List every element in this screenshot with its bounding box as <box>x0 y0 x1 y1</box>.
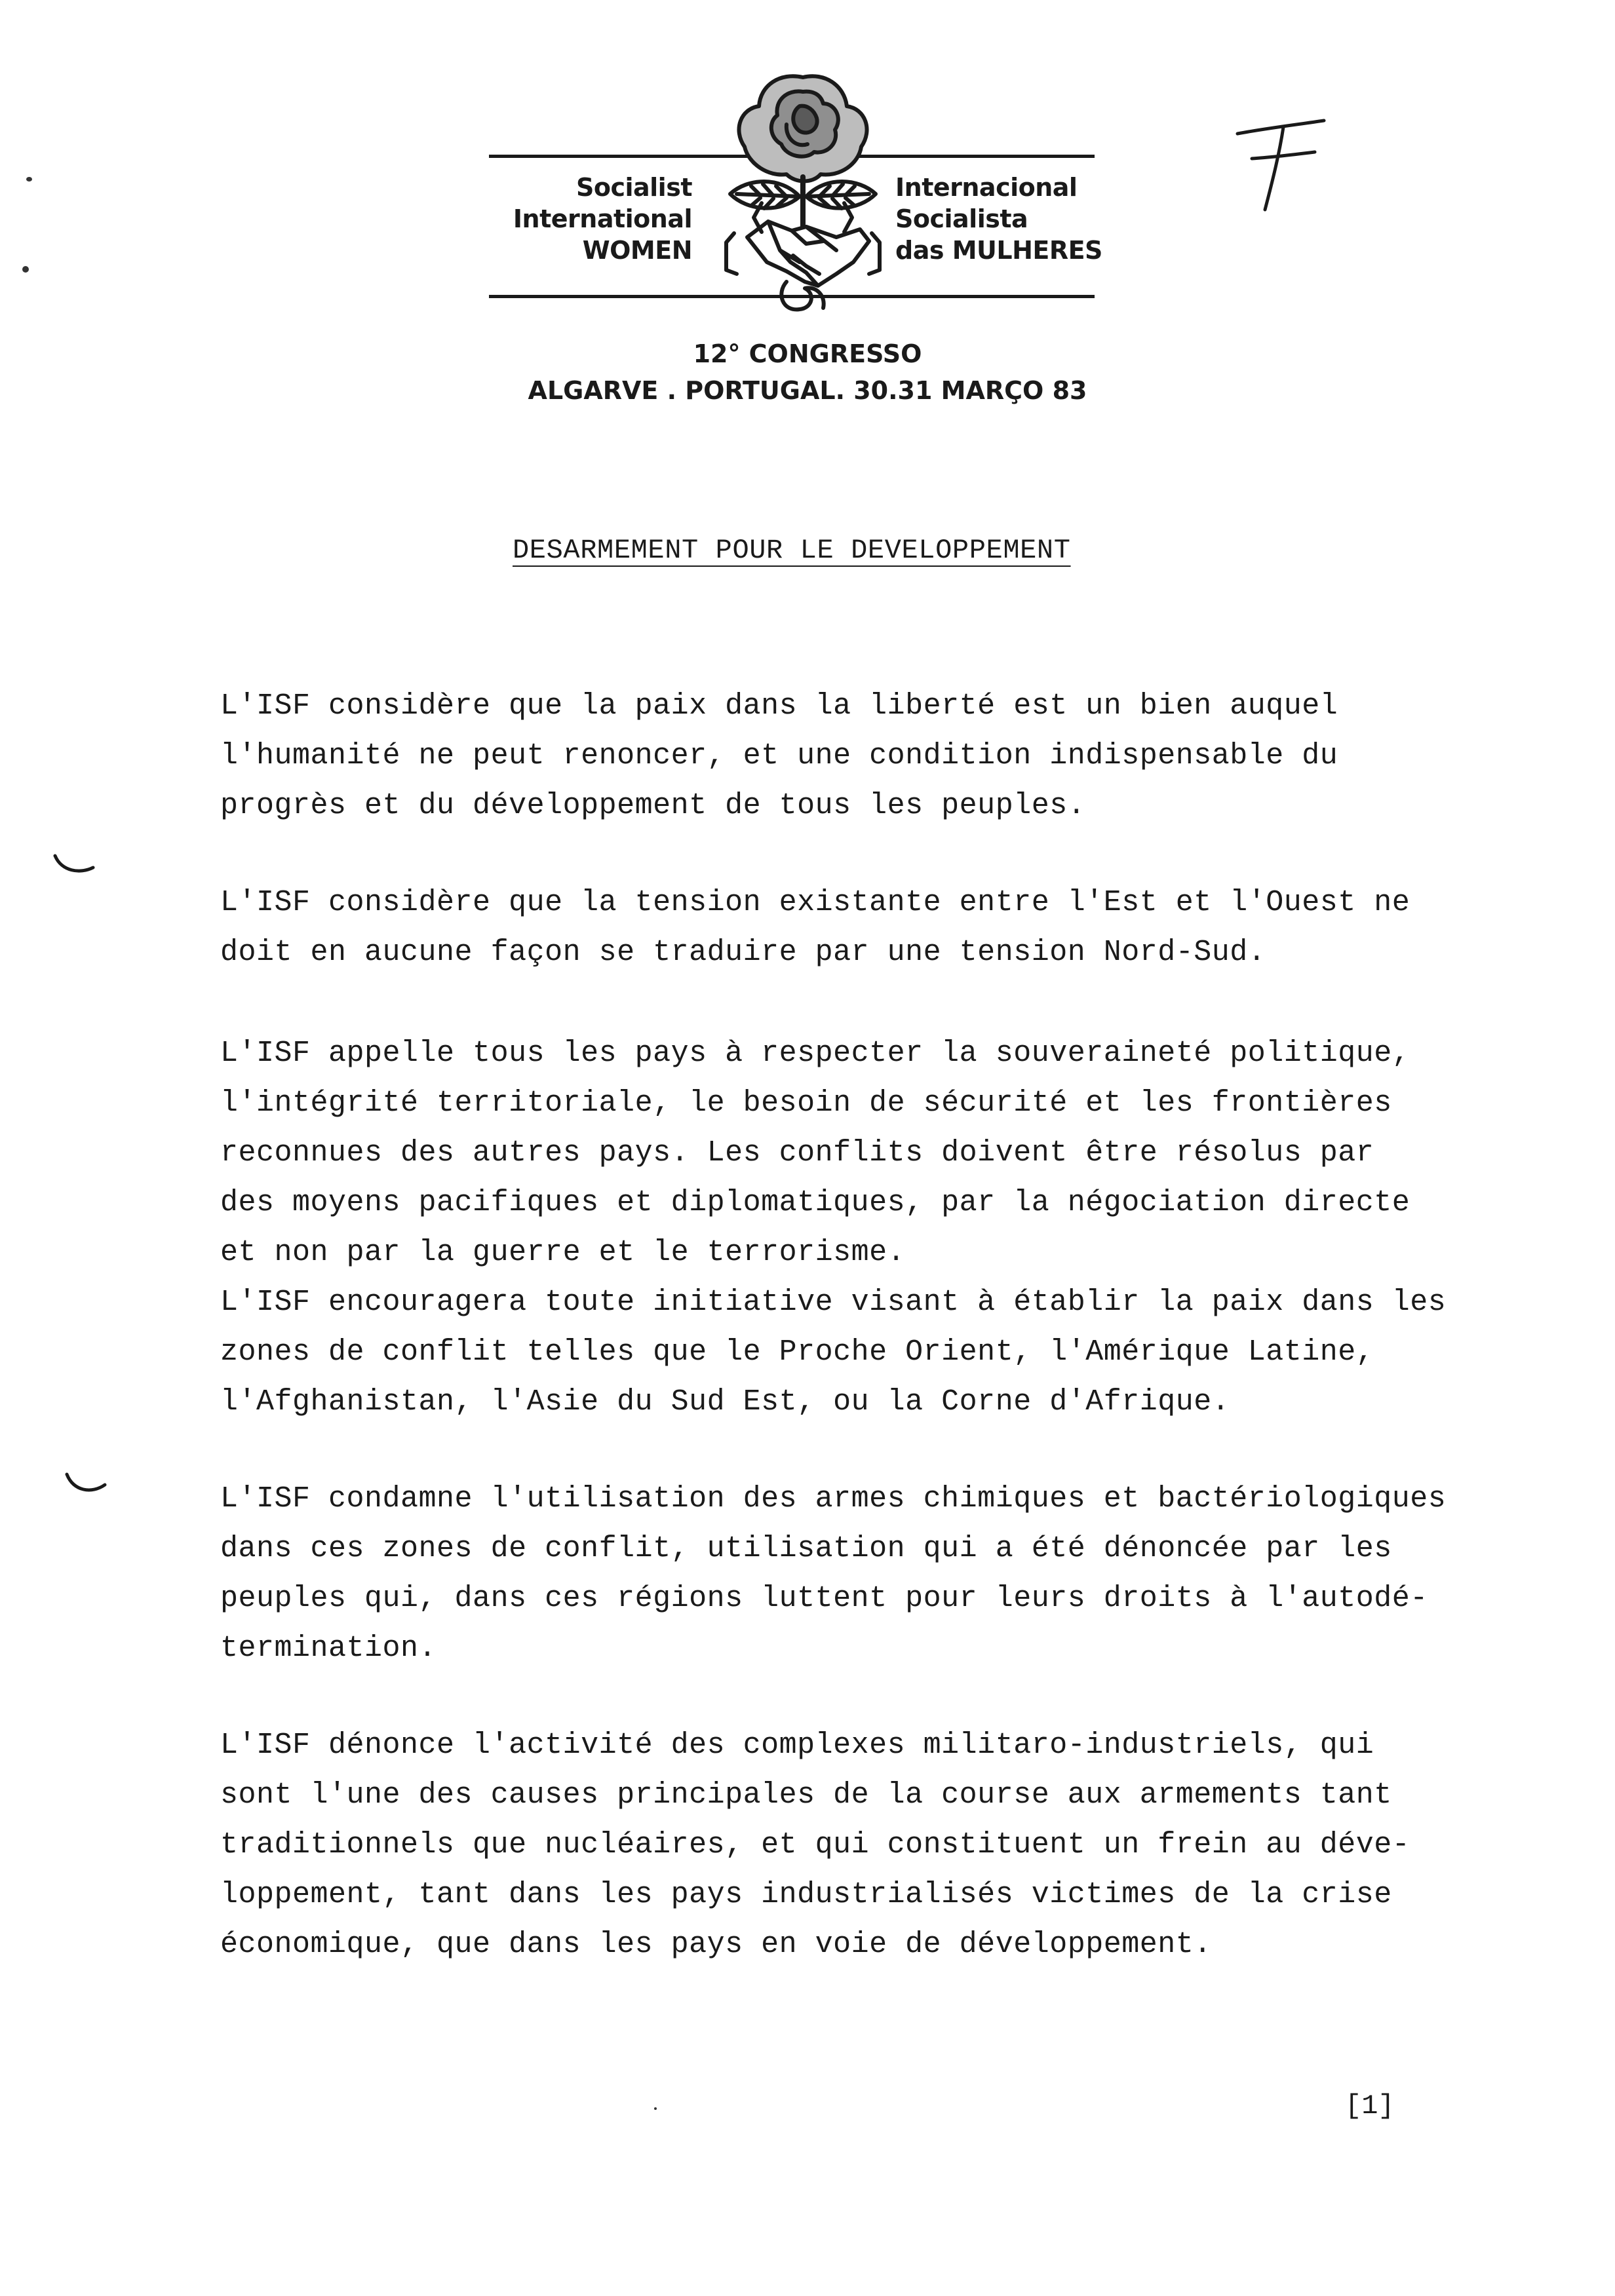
text-line: L'ISF considère que la paix dans la liberté est un bien auquel <box>220 689 1338 723</box>
congress-location: ALGARVE . PORTUGAL. 30.31 MARÇO 83 <box>528 376 1087 405</box>
text-line: dans ces zones de conflit, utilisation qui a été dénoncée par les <box>220 1532 1392 1565</box>
org-line: Socialista <box>895 204 1028 233</box>
org-line: Socialist <box>575 173 692 202</box>
paragraph-sovereignty <box>220 1029 1577 1427</box>
text-line: des moyens pacifiques et diplomatiques, par la négociation directe <box>220 1186 1411 1219</box>
org-name-english <box>513 172 692 266</box>
text-line: peuples qui, dans ces régions luttent pour leurs droits à l'autodé- <box>220 1582 1428 1615</box>
paragraph-military-industrial <box>220 1721 1577 1970</box>
scan-speck <box>26 177 32 182</box>
org-line: das MULHERES <box>895 236 1102 265</box>
org-line: International <box>513 204 692 233</box>
text-line: l'humanité ne peut renoncer, et une condition indispensable du <box>220 739 1338 773</box>
handwritten-f-mark <box>1232 114 1331 219</box>
text-line: économique, que dans les pays en voie de développement. <box>220 1928 1212 1961</box>
org-name-portuguese <box>895 172 1102 266</box>
text-line: reconnues des autres pays. Les conflits doivent être résolus par <box>220 1136 1374 1170</box>
text-line: et non par la guerre et le terrorisme. <box>220 1236 906 1269</box>
org-line: WOMEN <box>582 236 692 265</box>
text-line: zones de conflit telles que le Proche Orient, l'Amérique Latine, <box>220 1335 1374 1369</box>
text-line: termination. <box>220 1632 437 1665</box>
text-line: l'intégrité territoriale, le besoin de sécurité et les frontières <box>220 1086 1392 1120</box>
rose-handshake-emblem-icon <box>708 66 898 321</box>
congress-title: 12° CONGRESSO <box>693 339 922 368</box>
org-line: Internacional <box>895 173 1078 202</box>
text-line: l'Afghanistan, l'Asie du Sud Est, ou la Corne d'Afrique. <box>220 1385 1230 1419</box>
scan-speck <box>22 266 29 273</box>
text-line: sont l'une des causes principales de la course aux armements tant <box>220 1778 1392 1812</box>
document-title: DESARMEMENT POUR LE DEVELOPPEMENT <box>513 535 1071 566</box>
text-line: L'ISF encouragera toute initiative visant à établir la paix dans les <box>220 1286 1447 1319</box>
text-line: L'ISF dénonce l'activité des complexes militaro-industriels, qui <box>220 1729 1374 1762</box>
text-line: progrès et du développement de tous les peuples. <box>220 789 1086 822</box>
text-line: traditionnels que nucléaires, et qui constituent un frein au déve- <box>220 1828 1411 1862</box>
scan-speck <box>654 2107 657 2110</box>
text-line: loppement, tant dans les pays industrialisés victimes de la crise <box>220 1878 1392 1911</box>
paragraph-east-west <box>220 878 1577 978</box>
paragraph-chemical-weapons <box>220 1474 1577 1674</box>
paragraph-peace <box>220 681 1577 831</box>
text-line: L'ISF appelle tous les pays à respecter la souveraineté politique, <box>220 1037 1411 1070</box>
margin-tick-icon <box>63 1472 109 1498</box>
text-line: doit en aucune façon se traduire par une tension Nord-Sud. <box>220 936 1266 969</box>
page-number: [1] <box>1345 2090 1395 2122</box>
text-line: L'ISF condamne l'utilisation des armes chimiques et bactériologiques <box>220 1482 1447 1516</box>
text-line: L'ISF considère que la tension existante entre l'Est et l'Ouest ne <box>220 886 1411 919</box>
margin-tick-icon <box>51 852 97 878</box>
